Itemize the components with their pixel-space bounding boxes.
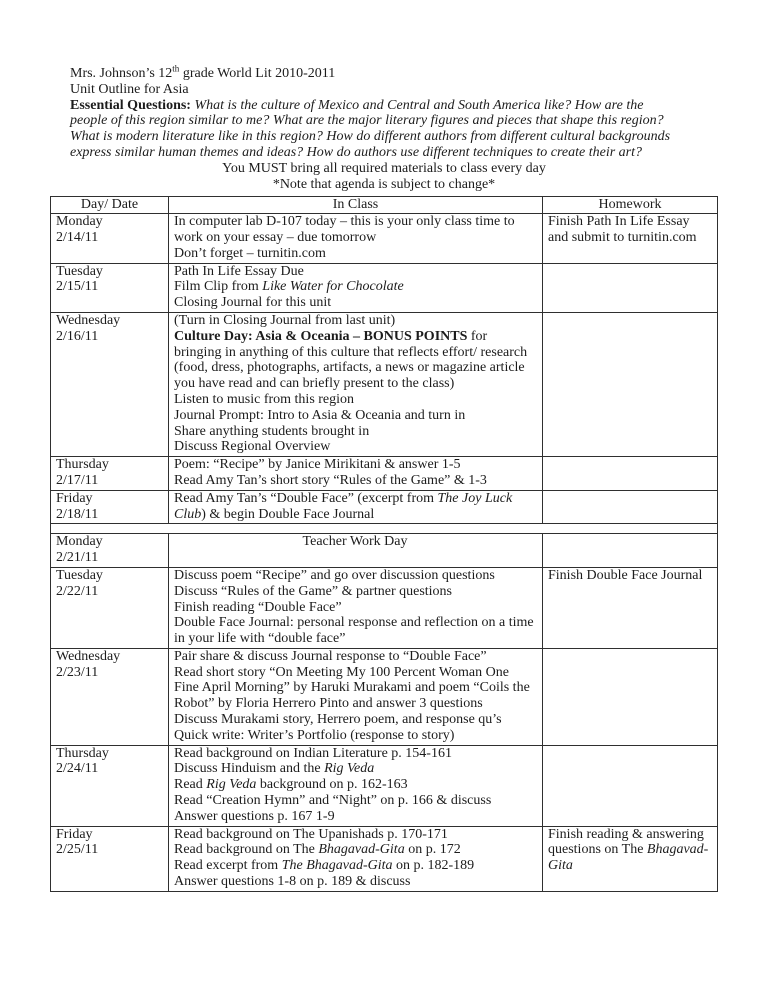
in-class-item [174,584,536,600]
text-run: Rig Veda [324,761,375,777]
table-header-row [51,197,718,214]
text-run: Discuss “Rules of the Game” & partner questions [174,583,452,599]
schedule-row [51,457,718,491]
essential-questions [70,98,684,161]
unit-title: Unit Outline for Asia [70,81,189,97]
homework-item [548,568,711,584]
day-date-line: 2/24/11 [56,761,99,777]
text-run: Don’t forget – turnitin.com [174,245,326,261]
in-class-cell [169,312,543,456]
schedule-row [51,263,718,312]
column-header-day-date: Day/ Date [51,197,169,214]
in-class-item [174,329,536,392]
homework-cell [543,457,718,491]
day-date-line: 2/23/11 [56,664,99,680]
text-run: Culture Day: Asia & Oceania – BONUS POINTS [174,328,468,344]
in-class-cell [169,457,543,491]
text-run: Closing Journal for this unit [174,295,332,311]
homework-cell [543,534,718,568]
schedule-row [51,534,718,568]
text-run: for bringing in anything of this culture that reflects effort/ research (food, dress, photographs, artifacts, a news or magazine article you have read and can briefly present to the class) [174,328,528,392]
day-date-cell [51,312,169,456]
in-class-cell [169,263,543,312]
in-class-item [174,842,536,858]
text-run: Read background on The [174,842,319,858]
homework-cell [543,214,718,263]
in-class-item [174,214,536,246]
day-date-line: 2/15/11 [56,279,99,295]
text-run: Film Clip from [174,279,263,295]
in-class-item [174,874,536,890]
schedule-row [51,490,718,524]
schedule-row [51,214,718,263]
schedule-row [51,648,718,745]
in-class-item [174,761,536,777]
text-run: Finish reading “Double Face” [174,599,342,615]
text-run: Read short story “On Meeting My 100 Percent Woman One Fine April Morning” by Haruki Murakami and poem “Coils the Robot” by Floria Herrero Pinto and answer 3 questions [174,664,530,712]
in-class-item [174,568,536,584]
homework-cell [543,745,718,826]
in-class-item [174,264,536,280]
text-run: Bhagavad-Gita [318,842,405,858]
ordinal-superscript: th [172,63,180,74]
day-date-line: Thursday [56,745,109,761]
text-run: on p. 182-189 [392,858,475,874]
homework-cell [543,490,718,524]
day-date-cell [51,534,169,568]
schedule-table [50,196,718,891]
in-class-item [174,793,536,809]
in-class-cell [169,534,543,568]
text-run: Pair share & discuss Journal response to “Double Face” [174,648,487,664]
in-class-item [174,600,536,616]
day-date-line: 2/25/11 [56,842,99,858]
homework-cell [543,567,718,648]
in-class-item [174,246,536,262]
column-header-homework: Homework [543,197,718,214]
in-class-item [174,457,536,473]
text-run: on p. 172 [404,842,461,858]
in-class-cell [169,648,543,745]
homework-cell [543,312,718,456]
in-class-item [174,777,536,793]
text-run: Read Amy Tan’s “Double Face” (excerpt from [174,490,438,506]
text-run: Read background on The Upanishads p. 170-171 [174,826,448,842]
text-run: Read background on Indian Literature p. 154-161 [174,745,452,761]
text-run: Finish Path In Life Essay and submit to turnitin.com [548,214,697,245]
text-run: Discuss Murakami story, Herrero poem, and response qu’s [174,712,502,728]
column-header-in-class: In Class [169,197,543,214]
day-date-cell [51,490,169,524]
text-run: (Turn in Closing Journal from last unit) [174,312,396,328]
in-class-cell [169,490,543,524]
day-date-line: 2/22/11 [56,583,99,599]
in-class-item [174,534,536,550]
in-class-item [174,746,536,762]
text-run: Poem: “Recipe” by Janice Mirikitani & answer 1-5 [174,457,461,473]
day-date-line: 2/18/11 [56,506,99,522]
in-class-item [174,491,536,523]
in-class-item [174,809,536,825]
day-date-cell [51,567,169,648]
text-run: Bhagavad-Gita [548,842,709,874]
materials-notice: You MUST bring all required materials to class every day [222,160,546,176]
essential-questions-label: Essential Questions: [70,97,195,113]
homework-cell [543,648,718,745]
text-run: The Joy Luck Club [174,490,513,522]
day-date-line: 2/14/11 [56,229,99,245]
day-date-line: Tuesday [56,567,103,583]
text-run: Discuss Regional Overview [174,439,331,455]
text-run: Answer questions 1-8 on p. 189 & discuss [174,874,411,890]
homework-cell [543,826,718,891]
text-run: Journal Prompt: Intro to Asia & Oceania and turn in [174,407,466,423]
in-class-item [174,408,536,424]
agenda-change-note: *Note that agenda is subject to change* [272,176,496,192]
in-class-item [174,712,536,728]
day-date-line: Wednesday [56,312,121,328]
in-class-item [174,439,536,455]
text-run: Read [174,777,207,793]
day-date-line: Tuesday [56,263,103,279]
day-date-cell [51,214,169,263]
in-class-item [174,279,536,295]
text-run: Finish Double Face Journal [548,567,703,583]
text-run: Double Face Journal: personal response and reflection on a time in your life with “double face” [174,615,534,647]
text-run: Discuss Hinduism and the [174,761,325,777]
in-class-item [174,615,536,647]
course-title [70,63,684,82]
in-class-item [174,473,536,489]
day-date-cell [51,745,169,826]
text-run: Read Amy Tan’s short story “Rules of the Game” & 1-3 [174,472,487,488]
day-date-cell [51,457,169,491]
in-class-item [174,392,536,408]
spacer-row [51,524,718,534]
text-run: Path In Life Essay Due [174,263,304,279]
in-class-item [174,313,536,329]
in-class-item [174,827,536,843]
schedule-row [51,745,718,826]
text-run: Teacher Work Day [302,534,408,550]
spacer-cell [51,524,718,534]
homework-item [548,214,711,246]
in-class-item [174,858,536,874]
day-date-line: 2/16/11 [56,328,99,344]
day-date-line: 2/17/11 [56,472,99,488]
in-class-item [174,424,536,440]
text-run: background on p. 162-163 [256,777,408,793]
text-run: The Bhagavad-Gita [281,858,393,874]
in-class-cell [169,567,543,648]
day-date-line: Friday [56,490,93,506]
text-run: Listen to music from this region [174,391,355,407]
day-date-line: Thursday [56,457,109,473]
text-run: ) & begin Double Face Journal [201,506,375,522]
text-run: Quick write: Writer’s Portfolio (response to story) [174,727,455,743]
in-class-item [174,295,536,311]
in-class-item [174,665,536,712]
in-class-item [174,649,536,665]
day-date-line: 2/21/11 [56,550,99,566]
text-run: Rig Veda [206,777,257,793]
in-class-item [174,728,536,744]
day-date-cell [51,826,169,891]
homework-item [548,827,711,874]
day-date-cell [51,263,169,312]
in-class-cell [169,826,543,891]
in-class-cell [169,745,543,826]
schedule-row [51,567,718,648]
text-run: Discuss poem “Recipe” and go over discussion questions [174,567,495,583]
essential-questions-text: What is the culture of Mexico and Central and South America like? How are the people of this region similar to me? What are the major literary figures and pieces that shape this region? What is modern literature like in this region? How do different authors from different cultural backgrounds express similar human themes and ideas? How do authors use different techniques to create their art? [70,97,671,160]
schedule-row [51,826,718,891]
course-title-text: Mrs. Johnson’s 12 [70,66,173,81]
day-date-line: Monday [56,214,103,230]
homework-cell [543,263,718,312]
text-run: Read excerpt from [174,858,282,874]
text-run: Finish reading & answering questions on The [548,826,704,858]
day-date-line: Monday [56,534,103,550]
in-class-cell [169,214,543,263]
day-date-line: Friday [56,826,93,842]
document-header [70,63,684,161]
text-run: Answer questions p. 167 1-9 [174,808,335,824]
text-run: Like Water for Chocolate [262,279,404,295]
course-title-year: grade World Lit 2010-2011 [179,66,336,81]
schedule-row [51,312,718,456]
text-run: Share anything students brought in [174,423,370,439]
text-run: In computer lab D-107 today – this is your only class time to work on your essay – due tomorrow [174,214,515,245]
day-date-line: Wednesday [56,648,121,664]
day-date-cell [51,648,169,745]
text-run: Read “Creation Hymn” and “Night” on p. 166 & discuss [174,793,492,809]
